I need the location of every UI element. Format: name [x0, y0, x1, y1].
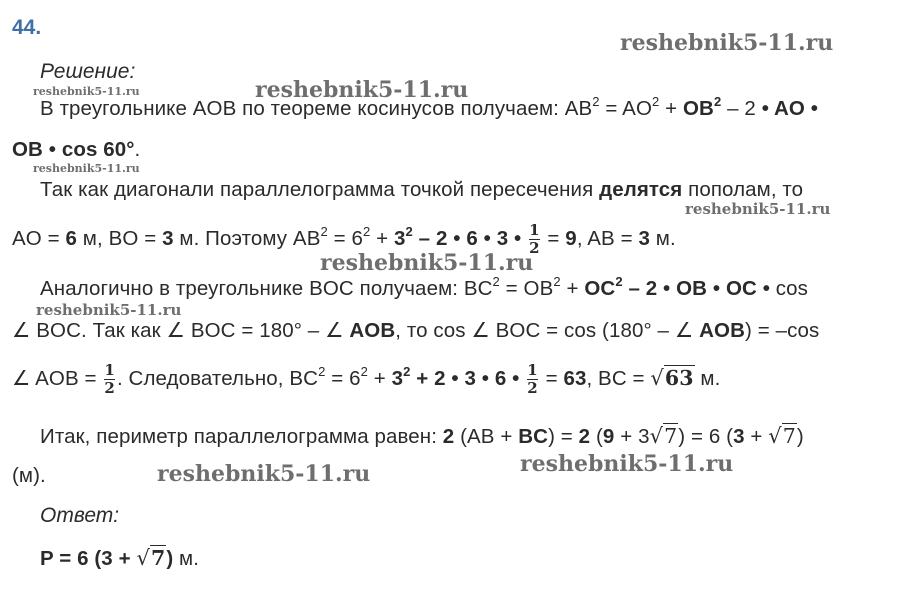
- fraction-numerator: 1: [527, 361, 538, 379]
- text: м, BO =: [77, 226, 163, 250]
- superscript: 2: [553, 274, 561, 289]
- superscript: 2: [615, 274, 623, 289]
- superscript: 2: [652, 94, 660, 109]
- bold-text: 3: [733, 425, 745, 448]
- fraction: [527, 362, 538, 397]
- fraction-numerator: 1: [529, 221, 540, 239]
- fraction-denominator: 2: [104, 379, 115, 397]
- text: .: [134, 138, 141, 161]
- watermark: reshebnik5-11.ru: [620, 30, 834, 56]
- text: ) = –cos: [745, 319, 820, 342]
- text: +: [367, 366, 392, 390]
- radicand: 63: [664, 365, 694, 390]
- text: , AB =: [576, 226, 639, 250]
- bold-text: 63: [563, 366, 587, 390]
- text: =: [539, 366, 564, 390]
- watermark: reshebnik5-11.ru: [520, 451, 734, 477]
- watermark: reshebnik5-11.ru: [320, 250, 534, 276]
- watermark: reshebnik5-11.ru: [255, 77, 469, 103]
- text: Так как диагонали параллелограмма точкой пересечения: [40, 178, 600, 201]
- bold-text: OC: [584, 277, 616, 300]
- superscript: 2: [405, 223, 413, 239]
- text: ∠ BOC. Так как ∠ BOC = 180° – ∠: [12, 319, 350, 342]
- text: +: [659, 97, 684, 120]
- bold-text: – 2 • OB • OC •: [622, 277, 770, 300]
- sqrt-sign: √: [649, 424, 664, 448]
- text: . Следовательно, BC: [116, 366, 319, 390]
- bold-text: 9: [602, 425, 615, 448]
- watermark: reshebnik5-11.ru: [157, 461, 371, 487]
- bold-text: – 2 • 6 • 3 •: [412, 226, 522, 250]
- text: = AO: [599, 97, 652, 120]
- fraction-denominator: 2: [527, 379, 538, 397]
- bold-text: 9: [565, 226, 577, 250]
- square-root: [136, 546, 166, 571]
- paragraph-1-line-1: [40, 94, 819, 121]
- sqrt-sign: √: [650, 365, 664, 390]
- text: ∠ AOB =: [12, 366, 103, 390]
- bold-text: 3: [162, 226, 174, 250]
- text: (AB +: [454, 425, 519, 448]
- superscript: 2: [363, 223, 371, 239]
- text: м. Поэтому AB: [173, 226, 321, 250]
- text: AO =: [12, 226, 66, 250]
- problem-number: 44.: [12, 16, 42, 39]
- paragraph-3-line-3: [12, 362, 720, 397]
- bold-text: 6: [65, 226, 77, 250]
- text: ) = 6 (: [678, 425, 734, 448]
- superscript: 2: [360, 363, 368, 379]
- text: ) =: [548, 425, 579, 448]
- watermark: reshebnik5-11.ru: [33, 85, 140, 98]
- text: +: [744, 425, 769, 448]
- bold-text: 3: [391, 366, 404, 390]
- paragraph-3-line-1: [40, 274, 808, 301]
- text: м.: [650, 226, 676, 250]
- text: (м).: [12, 464, 46, 487]
- paragraph-1-line-2: [12, 138, 140, 162]
- radicand: 7: [782, 424, 796, 448]
- text: + 3: [614, 425, 650, 448]
- watermark: reshebnik5-11.ru: [685, 200, 831, 218]
- square-root: [650, 424, 679, 449]
- radicand: 7: [664, 424, 678, 448]
- superscript: 2: [403, 363, 411, 379]
- text: , то cos ∠ BOC = cos (180° – ∠: [395, 319, 700, 342]
- paragraph-4-line-2: [12, 464, 46, 488]
- text: (: [590, 425, 603, 448]
- answer-label: Ответ:: [40, 504, 120, 527]
- text: = 6: [325, 366, 361, 390]
- text: cos: [769, 277, 808, 300]
- square-root: [650, 366, 694, 391]
- text: = OB: [499, 277, 554, 300]
- text: ): [796, 425, 804, 448]
- text: , BC =: [586, 366, 651, 390]
- watermark: reshebnik5-11.ru: [33, 162, 140, 175]
- bold-text: BC: [518, 425, 549, 448]
- sqrt-sign: √: [136, 546, 150, 570]
- bold-text: AOB: [699, 319, 745, 342]
- bold-text: 2: [442, 425, 455, 448]
- fraction: [529, 222, 540, 257]
- text: – 2: [721, 97, 762, 120]
- superscript: 2: [320, 223, 328, 239]
- superscript: 2: [592, 94, 600, 109]
- text: Аналогично в треугольнике BOC получаем: BC: [40, 277, 493, 300]
- bold-text: 3: [394, 226, 406, 250]
- text: В треугольнике AOB по теореме косинусов получаем: AB: [40, 97, 593, 120]
- superscript: 2: [713, 94, 722, 109]
- text: м.: [173, 547, 200, 570]
- paragraph-2-line-2: [12, 222, 676, 257]
- superscript: 2: [492, 274, 500, 289]
- text: Итак, периметр параллелограмма равен:: [40, 425, 443, 448]
- answer-line: [40, 546, 199, 571]
- paragraph-4-line-1: [40, 424, 804, 449]
- bold-text: 2: [578, 425, 591, 448]
- text: =: [541, 226, 566, 250]
- bold-text: • AO •: [761, 97, 819, 120]
- text: м.: [694, 366, 721, 390]
- solution-label: Решение:: [40, 60, 136, 83]
- bold-text: ): [166, 547, 174, 570]
- fraction-numerator: 1: [104, 361, 115, 379]
- bold-text: P = 6 (3 +: [40, 547, 137, 570]
- bold-text: делятся: [599, 178, 683, 201]
- bold-text: OB: [683, 97, 714, 120]
- fraction: [104, 362, 115, 397]
- watermark: reshebnik5-11.ru: [36, 301, 182, 319]
- text: +: [370, 226, 395, 250]
- paragraph-2-line-1: [40, 178, 803, 202]
- text: пополам, то: [682, 178, 804, 201]
- superscript: 2: [318, 363, 326, 379]
- paragraph-3-line-2: [12, 318, 819, 343]
- sqrt-sign: √: [768, 424, 782, 448]
- bold-text: + 2 • 3 • 6 •: [410, 366, 520, 390]
- radicand: 7: [150, 546, 166, 570]
- text: = 6: [327, 226, 363, 250]
- bold-text: 3: [638, 226, 650, 250]
- text: +: [560, 277, 585, 300]
- bold-text: AOB: [349, 319, 396, 342]
- square-root: [768, 424, 797, 449]
- bold-text: OB • cos 60°: [12, 138, 135, 161]
- fraction-denominator: 2: [529, 239, 540, 257]
